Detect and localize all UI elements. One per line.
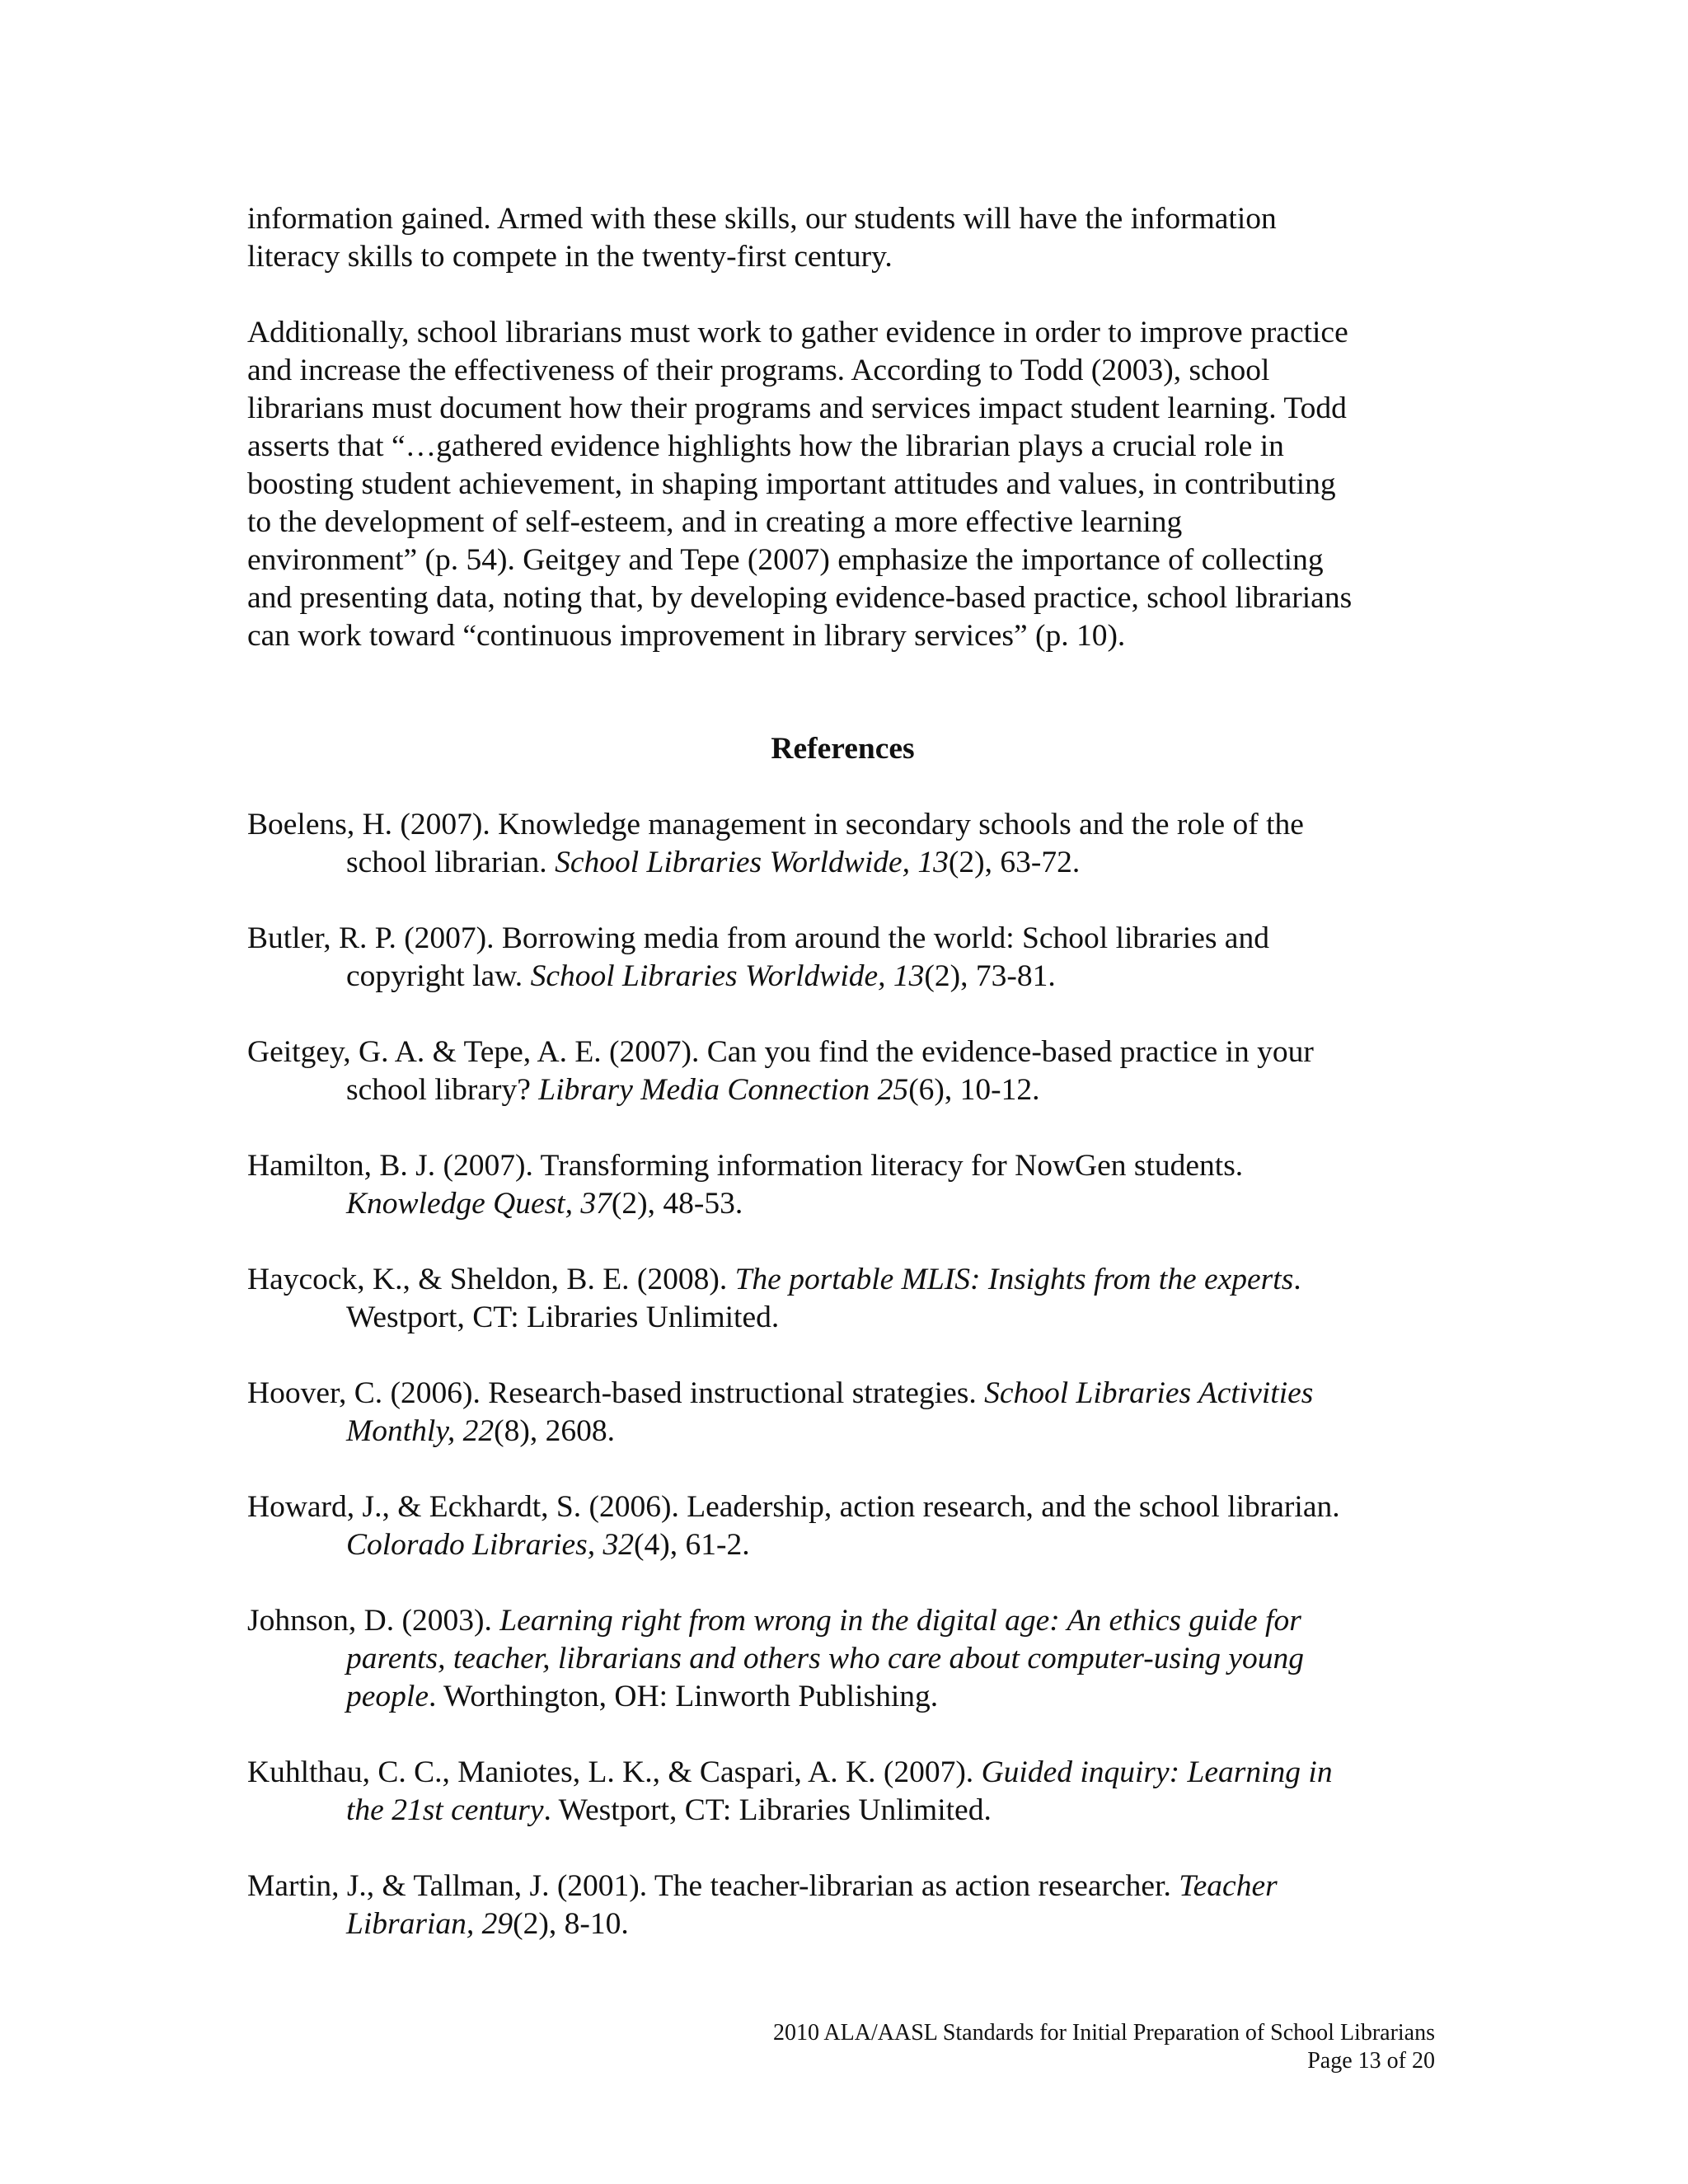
reference-line: Boelens, H. (2007). Knowledge management in secondary schools and the role of the xyxy=(247,808,1304,841)
reference-text: . Westport, CT: Libraries Unlimited. xyxy=(543,1793,992,1827)
reference-source: School Libraries Activities xyxy=(984,1376,1314,1410)
reference-line xyxy=(247,1413,1451,1451)
text-line: to the development of self-esteem, and in creating a more effective learning xyxy=(247,505,1183,539)
text-line: librarians must document how their programs and services impact student learning. Todd xyxy=(247,391,1347,425)
reference-source: The portable MLIS: Insights from the experts xyxy=(734,1263,1294,1296)
text-line: information gained. Armed with these skills, our students will have the information xyxy=(247,202,1277,236)
reference-line xyxy=(247,1526,1451,1564)
reference-line xyxy=(247,1754,1451,1792)
reference-line: Hamilton, B. J. (2007). Transforming information literacy for NowGen students. xyxy=(247,1149,1244,1183)
text-line: asserts that “…gathered evidence highlights how the librarian plays a crucial role in xyxy=(247,429,1284,463)
reference-line: parents, teacher, librarians and others who care about computer-using young xyxy=(346,1642,1305,1675)
references-list xyxy=(247,806,1451,1943)
reference-text: Kuhlthau, C. C., Maniotes, L. K., & Caspari, A. K. (2007). xyxy=(247,1755,982,1789)
reference-source: Library Media Connection 25 xyxy=(538,1073,909,1107)
references-heading: References xyxy=(771,732,915,766)
reference-line xyxy=(247,1375,1451,1413)
reference-entry-kuhlthau xyxy=(247,1754,1451,1830)
text-line: literacy skills to compete in the twenty-first century. xyxy=(247,240,893,274)
reference-text: (8), 2608. xyxy=(494,1414,616,1448)
reference-text: Haycock, K., & Sheldon, B. E. (2008). xyxy=(247,1263,735,1296)
reference-line xyxy=(247,1261,1451,1299)
reference-entry-johnson xyxy=(247,1602,1451,1716)
reference-source: School Libraries Worldwide, 13 xyxy=(555,846,949,879)
reference-source: School Libraries Worldwide, 13 xyxy=(530,959,925,993)
reference-line: Westport, CT: Libraries Unlimited. xyxy=(346,1301,780,1334)
reference-line xyxy=(247,1868,1451,1905)
text-line: Additionally, school librarians must work to gather evidence in order to improve practice xyxy=(247,316,1348,349)
reference-entry-hoover xyxy=(247,1375,1451,1451)
reference-entry-haycock xyxy=(247,1261,1451,1337)
reference-line xyxy=(247,1602,1451,1640)
reference-entry-boelens xyxy=(247,806,1451,882)
reference-line: Howard, J., & Eckhardt, S. (2006). Leadership, action research, and the school librarian. xyxy=(247,1490,1340,1524)
document-page xyxy=(247,200,1451,1943)
reference-source: Teacher xyxy=(1179,1869,1278,1903)
reference-source: people xyxy=(346,1680,429,1713)
text-line: can work toward “continuous improvement in library services” (p. 10). xyxy=(247,619,1126,653)
reference-entry-martin xyxy=(247,1868,1451,1943)
reference-text: (2), 8-10. xyxy=(513,1907,629,1941)
reference-line xyxy=(247,1678,1451,1716)
reference-source: the 21st century xyxy=(346,1793,544,1827)
reference-source: Monthly, 22 xyxy=(346,1414,495,1448)
reference-text: (2), 48-53. xyxy=(611,1187,743,1221)
reference-text: school library? xyxy=(346,1073,539,1107)
reference-text: (2), 63-72. xyxy=(948,846,1081,879)
reference-entry-hamilton xyxy=(247,1147,1451,1223)
reference-text: . Worthington, OH: Linworth Publishing. xyxy=(428,1680,939,1713)
reference-text: (4), 61-2. xyxy=(634,1528,750,1562)
reference-source: Knowledge Quest, 37 xyxy=(346,1187,612,1221)
reference-text: copyright law. xyxy=(346,959,531,993)
reference-text: school librarian. xyxy=(346,846,556,879)
reference-source: Librarian, 29 xyxy=(346,1907,513,1941)
reference-source: Guided inquiry: Learning in xyxy=(981,1755,1333,1789)
text-line: and presenting data, noting that, by developing evidence-based practice, school librarians xyxy=(247,581,1353,615)
reference-text: Martin, J., & Tallman, J. (2001). The teacher-librarian as action researcher. xyxy=(247,1869,1179,1903)
reference-line xyxy=(247,844,1451,882)
reference-line xyxy=(247,958,1451,996)
body-paragraph-1 xyxy=(247,200,1451,276)
reference-line xyxy=(247,1185,1451,1223)
text-line: boosting student achievement, in shaping important attitudes and values, in contributing xyxy=(247,467,1336,501)
text-line: and increase the effectiveness of their programs. According to Todd (2003), school xyxy=(247,354,1270,387)
reference-entry-geitgey xyxy=(247,1033,1451,1109)
reference-line xyxy=(247,1071,1451,1109)
reference-line: Geitgey, G. A. & Tepe, A. E. (2007). Can you find the evidence-based practice in your xyxy=(247,1035,1314,1069)
reference-text: Hoover, C. (2006). Research-based instructional strategies. xyxy=(247,1376,985,1410)
reference-text: (6), 10-12. xyxy=(908,1073,1040,1107)
reference-text: Johnson, D. (2003). xyxy=(247,1604,500,1638)
footer-page-number: Page 13 of 20 xyxy=(1307,2048,1435,2074)
reference-line: Butler, R. P. (2007). Borrowing media from around the world: School libraries and xyxy=(247,921,1269,955)
reference-entry-butler xyxy=(247,920,1451,996)
reference-source: Colorado Libraries, 32 xyxy=(346,1528,635,1562)
reference-entry-howard xyxy=(247,1488,1451,1564)
page-footer xyxy=(773,2019,1435,2075)
reference-line xyxy=(247,1792,1451,1830)
reference-source: Learning right from wrong in the digital age: An ethics guide for xyxy=(499,1604,1301,1638)
reference-line xyxy=(247,1905,1451,1943)
reference-text: . xyxy=(1293,1263,1301,1296)
text-line: environment” (p. 54). Geitgey and Tepe (2007) emphasize the importance of collecting xyxy=(247,543,1324,577)
reference-text: (2), 73-81. xyxy=(924,959,1056,993)
body-paragraph-2 xyxy=(247,314,1451,655)
footer-document-title: 2010 ALA/AASL Standards for Initial Preparation of School Librarians xyxy=(772,2020,1435,2046)
